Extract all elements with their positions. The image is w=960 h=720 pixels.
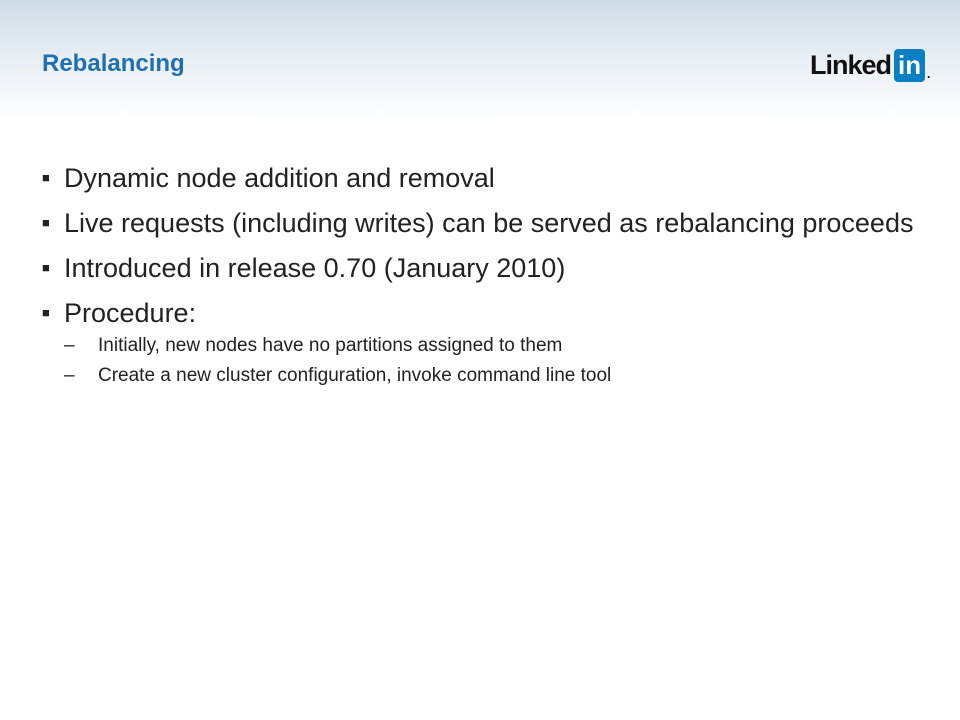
- linkedin-logo: [810, 47, 931, 83]
- bullet-list: [42, 160, 922, 391]
- bullet-item: [42, 295, 922, 331]
- bullet-text: Procedure:: [64, 298, 197, 328]
- square-bullet-icon: ■: [42, 305, 50, 320]
- bullet-text: Dynamic node addition and removal: [64, 163, 495, 193]
- logo-word: Linked: [810, 49, 892, 80]
- sub-bullet-text: Create a new cluster configuration, invoke command line tool: [98, 365, 612, 386]
- slide-title: Rebalancing: [42, 50, 185, 77]
- logo-in-box: in: [894, 49, 925, 82]
- bullet-item: [42, 160, 922, 196]
- dash-bullet-icon: –: [64, 335, 75, 356]
- sub-bullet-text: Initially, new nodes have no partitions assigned to them: [98, 335, 563, 356]
- sub-bullet-item: [64, 361, 922, 391]
- square-bullet-icon: ■: [42, 260, 50, 275]
- logo-dot: .: [926, 62, 932, 82]
- square-bullet-icon: ■: [42, 170, 50, 185]
- square-bullet-icon: ■: [42, 215, 50, 230]
- bullet-text: Introduced in release 0.70 (January 2010): [64, 253, 566, 283]
- sub-bullet-item: [64, 331, 922, 361]
- dash-bullet-icon: –: [64, 365, 75, 386]
- bullet-item: [42, 250, 922, 286]
- bullet-text: Live requests (including writes) can be served as rebalancing proceeds: [64, 208, 914, 238]
- bullet-item: [42, 205, 922, 241]
